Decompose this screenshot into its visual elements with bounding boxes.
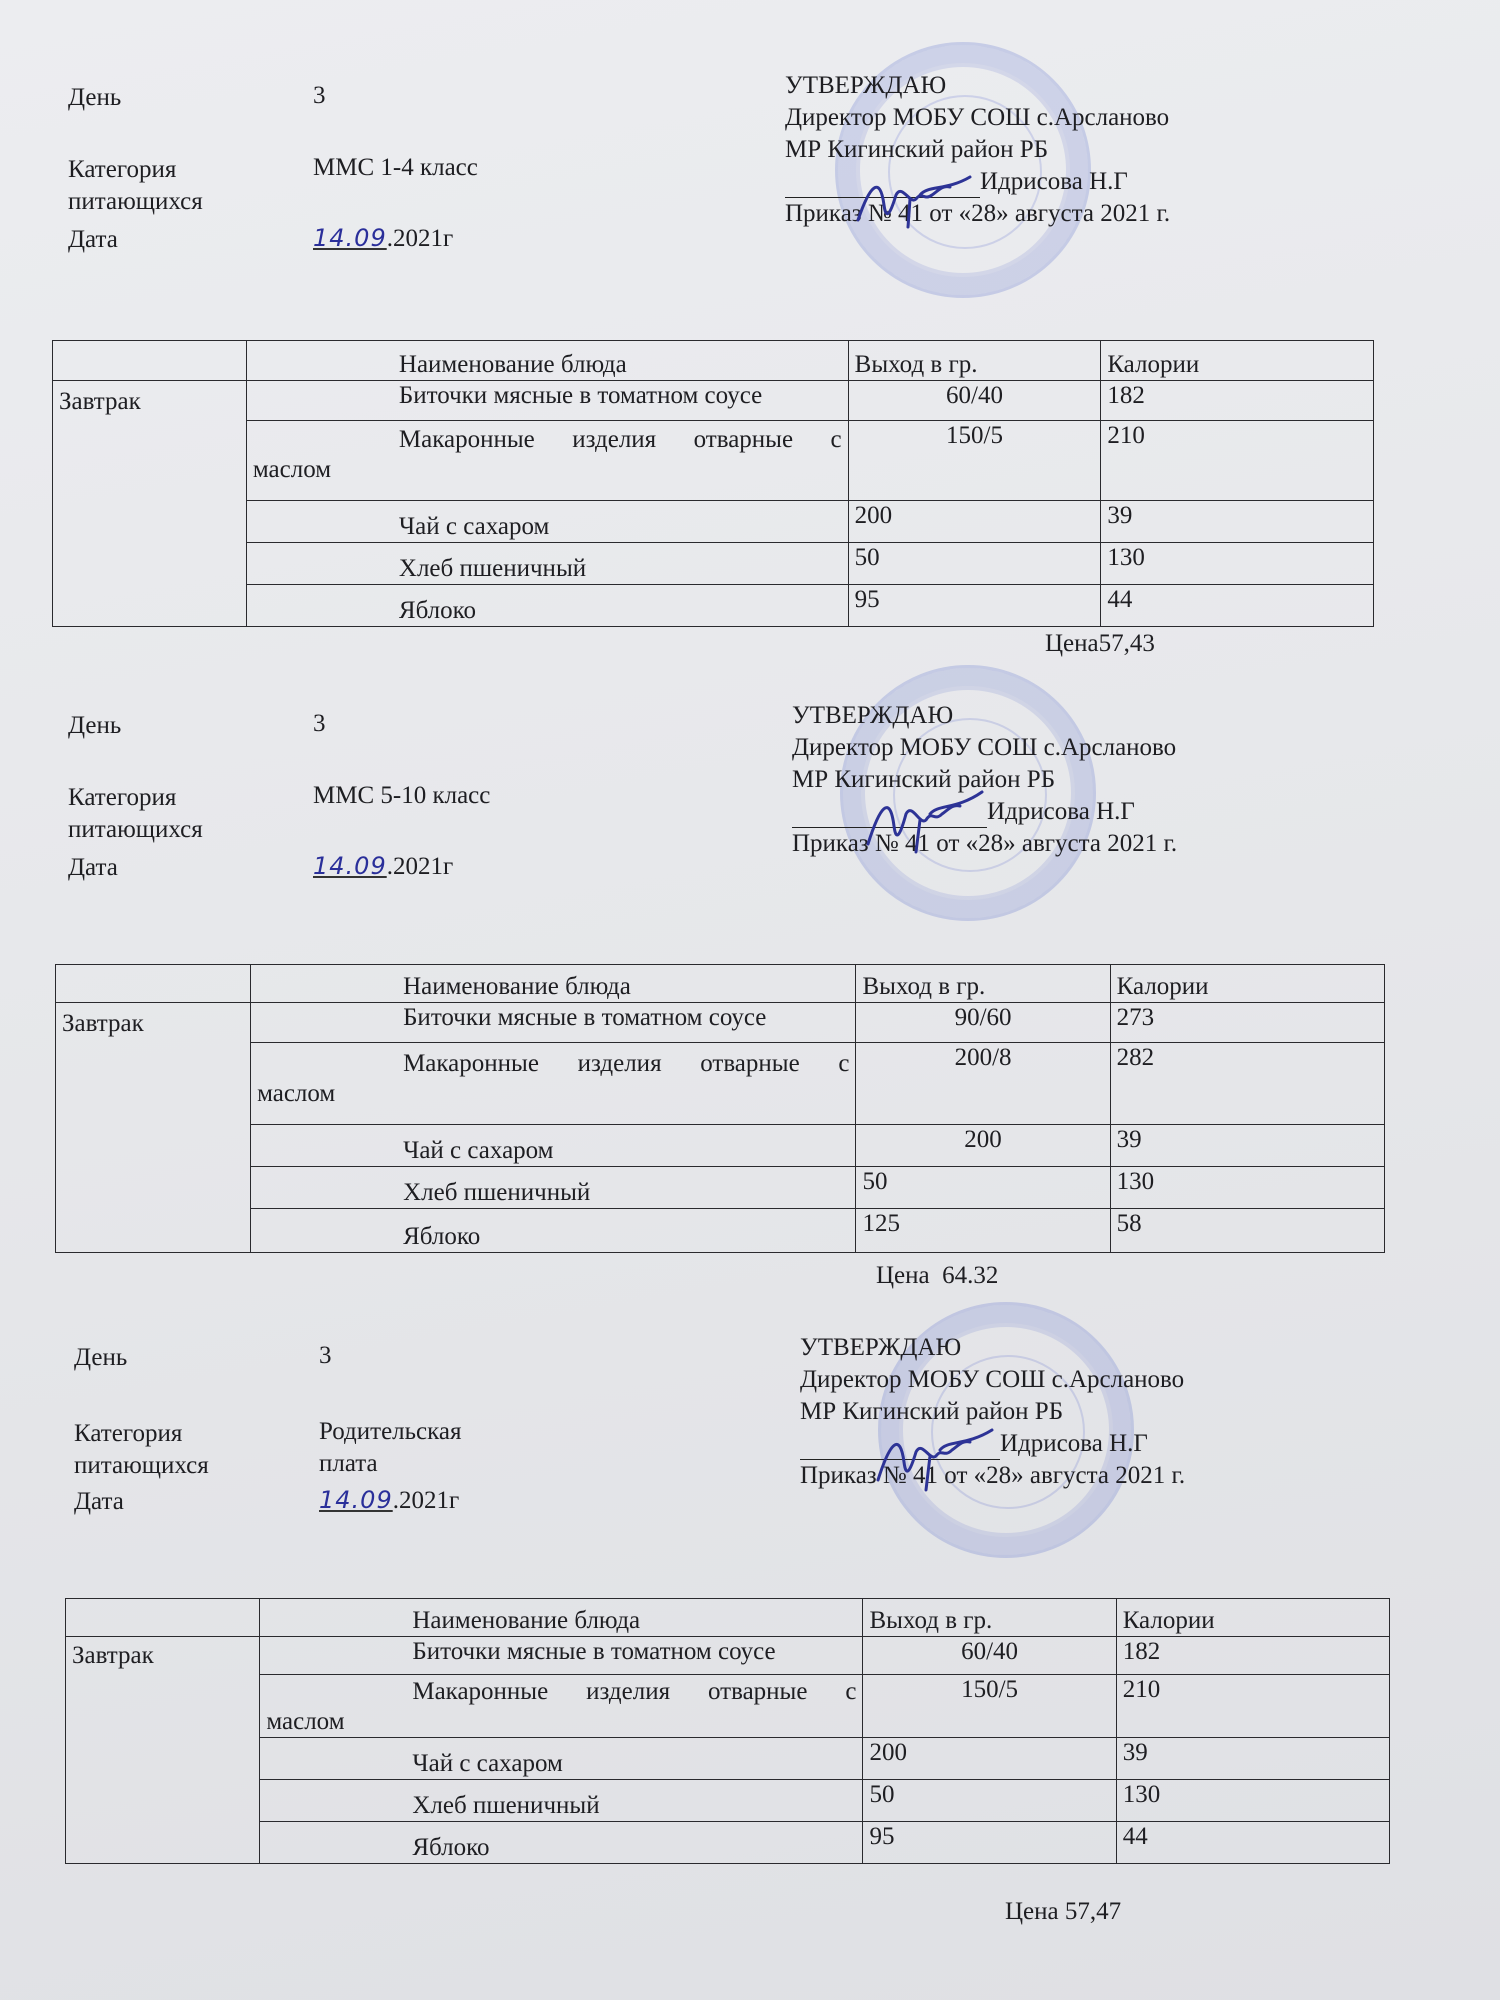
dish-name-cell [251, 1043, 856, 1125]
header-left [74, 1332, 714, 1532]
date-suffix: .2021г [392, 1487, 460, 1514]
dish-name: Биточки мясные в томатном соусе [260, 1637, 863, 1675]
date-suffix: .2021г [386, 225, 454, 252]
price-label: Цена 64.32 [876, 1262, 999, 1289]
dish-output: 125 [856, 1209, 1110, 1253]
category-value-line2: плата [319, 1450, 378, 1477]
day-label: День [68, 712, 122, 739]
dish-calories: 130 [1101, 543, 1374, 585]
menu-table-3 [65, 1598, 1390, 1864]
dish-output: 95 [863, 1822, 1116, 1864]
category-label-line1: Категория [68, 156, 177, 183]
dish-output: 50 [848, 543, 1101, 585]
dish-name: Биточки мясные в томатном соусе [246, 381, 848, 421]
table-row [53, 381, 1374, 421]
dish-name: Хлеб пшеничный [260, 1780, 863, 1822]
dish-calories: 39 [1101, 501, 1374, 543]
dish-output: 50 [856, 1167, 1110, 1209]
district-line: МР Кигинский район РБ [800, 1398, 1064, 1425]
dish-output: 60/40 [848, 381, 1101, 421]
header-empty-cell [56, 965, 251, 1003]
table-row [66, 1822, 1390, 1864]
header-left [68, 700, 708, 900]
date-label: Дата [74, 1488, 124, 1515]
dish-calories: 58 [1110, 1209, 1384, 1253]
date-label: Дата [68, 854, 118, 881]
district-line: МР Кигинский район РБ [792, 766, 1056, 793]
dish-calories: 44 [1116, 1822, 1389, 1864]
dish-calories: 39 [1110, 1125, 1384, 1167]
date-suffix: .2021г [386, 853, 454, 880]
dish-output: 200 [863, 1738, 1116, 1780]
col-header-name: Наименование блюда [246, 341, 848, 381]
table-header-row [53, 341, 1374, 381]
dish-name-continued: маслом [252, 456, 332, 483]
order-line: Приказ № 41 от «28» августа 2021 г. [800, 1462, 1186, 1489]
category-value-line1: ММС 1-4 класс [313, 154, 478, 181]
price-label: Цена57,43 [1045, 630, 1155, 657]
handwritten-signature [860, 782, 990, 862]
date-handwritten: 14.09 [313, 224, 387, 252]
dish-calories: 130 [1116, 1780, 1389, 1822]
day-value: 3 [313, 710, 326, 737]
dish-output: 95 [848, 585, 1101, 627]
col-header-name: Наименование блюда [260, 1599, 863, 1637]
category-value-line1: ММС 5-10 класс [313, 782, 491, 809]
header-empty-cell [53, 341, 247, 381]
dish-name: Макаронные изделия отварные с [412, 1678, 857, 1705]
table-row [53, 501, 1374, 543]
day-value: 3 [319, 1342, 332, 1369]
dish-calories: 39 [1116, 1738, 1389, 1780]
dish-calories: 44 [1101, 585, 1374, 627]
dish-name: Чай с сахаром [251, 1125, 856, 1167]
table-row [56, 1167, 1385, 1209]
col-header-output: Выход в гр. [848, 341, 1101, 381]
dish-output: 50 [863, 1780, 1116, 1822]
date-value [319, 1484, 549, 1517]
date-value [313, 850, 543, 883]
date-label: Дата [68, 226, 118, 253]
dish-calories: 182 [1116, 1637, 1389, 1675]
dish-output: 90/60 [856, 1003, 1110, 1043]
handwritten-signature [870, 1420, 1000, 1500]
dish-name-continued: маслом [266, 1708, 345, 1735]
handwritten-signature [850, 165, 980, 235]
dish-name: Макаронные изделия отварные с [403, 1050, 850, 1077]
date-handwritten: 14.09 [319, 1486, 393, 1514]
date-handwritten: 14.09 [313, 852, 387, 880]
dish-name: Хлеб пшеничный [246, 543, 848, 585]
col-header-calories: Калории [1101, 341, 1374, 381]
table-header-row [66, 1599, 1390, 1637]
category-label-line1: Категория [74, 1420, 183, 1447]
dish-calories: 182 [1101, 381, 1374, 421]
menu-table-1 [52, 340, 1374, 627]
dish-name: Биточки мясные в томатном соусе [251, 1003, 856, 1043]
category-label-line1: Категория [68, 784, 177, 811]
category-label-line2: питающихся [68, 188, 203, 215]
col-header-name: Наименование блюда [251, 965, 856, 1003]
director-name: Идрисова Н.Г [980, 168, 1128, 195]
table-row [66, 1738, 1390, 1780]
table-row [53, 543, 1374, 585]
dish-output: 200 [848, 501, 1101, 543]
table-row [53, 421, 1374, 501]
dish-output: 150/5 [848, 421, 1101, 501]
menu-table-2 [55, 964, 1385, 1253]
date-value [313, 222, 543, 255]
district-line: МР Кигинский район РБ [785, 136, 1049, 163]
table-row [56, 1125, 1385, 1167]
table-header-row [56, 965, 1385, 1003]
table-row [66, 1637, 1390, 1675]
dish-calories: 273 [1110, 1003, 1384, 1043]
table-row [66, 1675, 1390, 1738]
dish-output: 60/40 [863, 1637, 1116, 1675]
category-label-line2: питающихся [68, 816, 203, 843]
dish-output: 200 [856, 1125, 1110, 1167]
dish-name-cell [246, 421, 848, 501]
col-header-output: Выход в гр. [863, 1599, 1116, 1637]
header-empty-cell [66, 1599, 260, 1637]
table-row [56, 1043, 1385, 1125]
header-left [68, 70, 708, 270]
dish-name: Яблоко [260, 1822, 863, 1864]
category-value-line1: Родительская [319, 1418, 462, 1445]
col-header-calories: Калории [1116, 1599, 1389, 1637]
dish-name-cell [260, 1675, 863, 1738]
table-row [53, 585, 1374, 627]
category-label-line2: питающихся [74, 1452, 209, 1479]
meal-cell: Завтрак [53, 381, 247, 627]
dish-name: Хлеб пшеничный [251, 1167, 856, 1209]
col-header-output: Выход в гр. [856, 965, 1110, 1003]
day-value: 3 [313, 82, 326, 109]
director-line: Директор МОБУ СОШ с.Арсланово [785, 104, 1170, 131]
director-line: Директор МОБУ СОШ с.Арсланово [792, 734, 1177, 761]
approve-heading: УТВЕРЖДАЮ [792, 702, 954, 729]
dish-output: 200/8 [856, 1043, 1110, 1125]
table-row [66, 1780, 1390, 1822]
order-line: Приказ № 41 от «28» августа 2021 г. [785, 200, 1171, 227]
price-label: Цена 57,47 [1005, 1898, 1122, 1925]
order-line: Приказ № 41 от «28» августа 2021 г. [792, 830, 1178, 857]
dish-calories: 130 [1110, 1167, 1384, 1209]
dish-calories: 282 [1110, 1043, 1384, 1125]
dish-name: Макаронные изделия отварные с [398, 426, 842, 453]
meal-cell: Завтрак [66, 1637, 260, 1864]
dish-output: 150/5 [863, 1675, 1116, 1738]
director-name: Идрисова Н.Г [987, 798, 1135, 825]
col-header-calories: Калории [1110, 965, 1384, 1003]
dish-name: Яблоко [246, 585, 848, 627]
dish-name: Чай с сахаром [246, 501, 848, 543]
dish-calories: 210 [1101, 421, 1374, 501]
dish-name-continued: маслом [257, 1080, 336, 1107]
table-row [56, 1003, 1385, 1043]
dish-name: Чай с сахаром [260, 1738, 863, 1780]
director-line: Директор МОБУ СОШ с.Арсланово [800, 1366, 1185, 1393]
day-label: День [74, 1344, 128, 1371]
approve-heading: УТВЕРЖДАЮ [800, 1334, 962, 1361]
day-label: День [68, 84, 122, 111]
approve-heading: УТВЕРЖДАЮ [785, 72, 947, 99]
dish-name: Яблоко [251, 1209, 856, 1253]
table-row [56, 1209, 1385, 1253]
dish-calories: 210 [1116, 1675, 1389, 1738]
director-name: Идрисова Н.Г [1000, 1430, 1148, 1457]
meal-cell: Завтрак [56, 1003, 251, 1253]
